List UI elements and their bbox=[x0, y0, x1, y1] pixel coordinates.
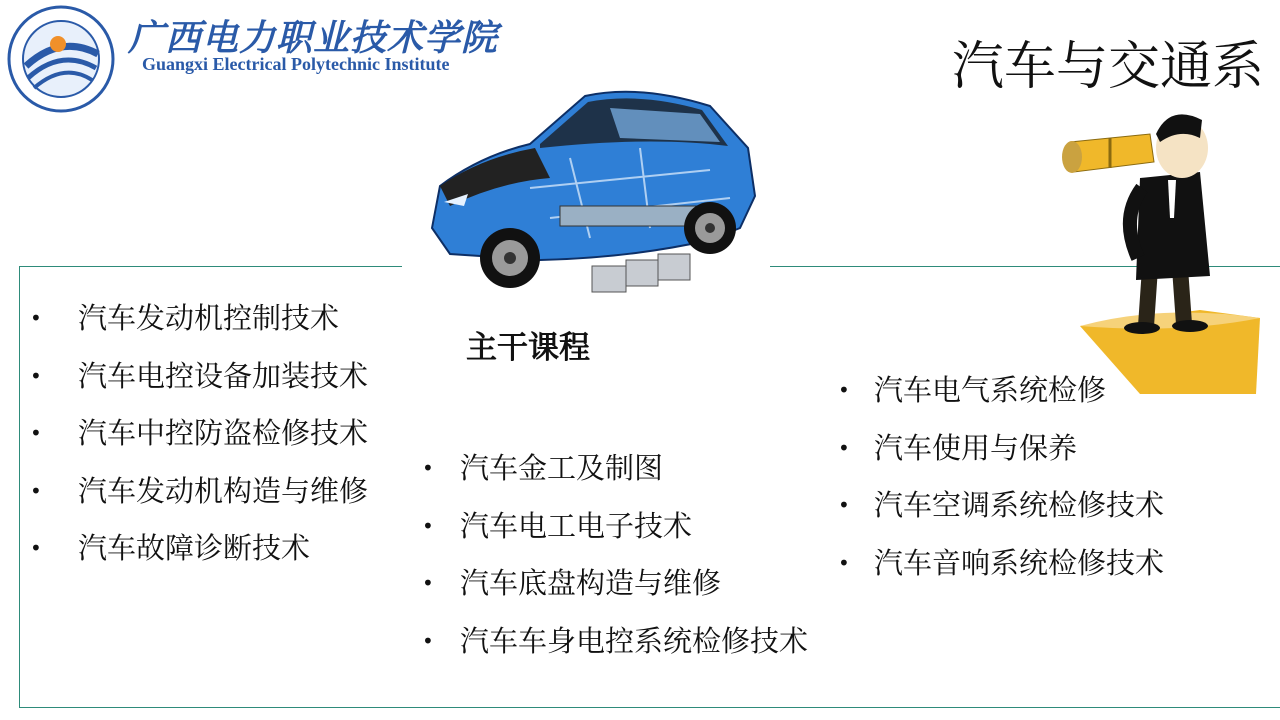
course-item: • 汽车发动机构造与维修 bbox=[78, 471, 368, 529]
businessman-binoculars-icon bbox=[1050, 98, 1280, 398]
course-item: • 汽车电控设备加装技术 bbox=[78, 356, 368, 414]
course-item: • 汽车金工及制图 bbox=[460, 448, 808, 506]
school-logo-icon bbox=[6, 4, 116, 114]
left-course-list bbox=[78, 298, 368, 586]
core-courses-title: 主干课程 bbox=[466, 330, 590, 366]
department-title: 汽车与交通系 bbox=[951, 37, 1264, 97]
course-item: • 汽车故障诊断技术 bbox=[78, 528, 368, 586]
school-name-en: Guangxi Electrical Polytechnic Institute bbox=[142, 54, 450, 74]
course-item: • 汽车空调系统检修技术 bbox=[874, 485, 1164, 543]
electric-car-icon bbox=[410, 78, 760, 303]
course-item: • 汽车发动机控制技术 bbox=[78, 298, 368, 356]
course-item: • 汽车音响系统检修技术 bbox=[874, 543, 1164, 601]
course-item: • 汽车电气系统检修 bbox=[874, 370, 1164, 428]
course-item: • 汽车电工电子技术 bbox=[460, 506, 808, 564]
course-item: • 汽车底盘构造与维修 bbox=[460, 563, 808, 621]
middle-course-list bbox=[460, 448, 808, 678]
course-item: • 汽车车身电控系统检修技术 bbox=[460, 621, 808, 679]
right-course-list bbox=[874, 370, 1164, 600]
course-item: • 汽车中控防盗检修技术 bbox=[78, 413, 368, 471]
school-name-cn: 广西电力职业技术学院 bbox=[128, 17, 499, 59]
course-item: • 汽车使用与保养 bbox=[874, 428, 1164, 486]
